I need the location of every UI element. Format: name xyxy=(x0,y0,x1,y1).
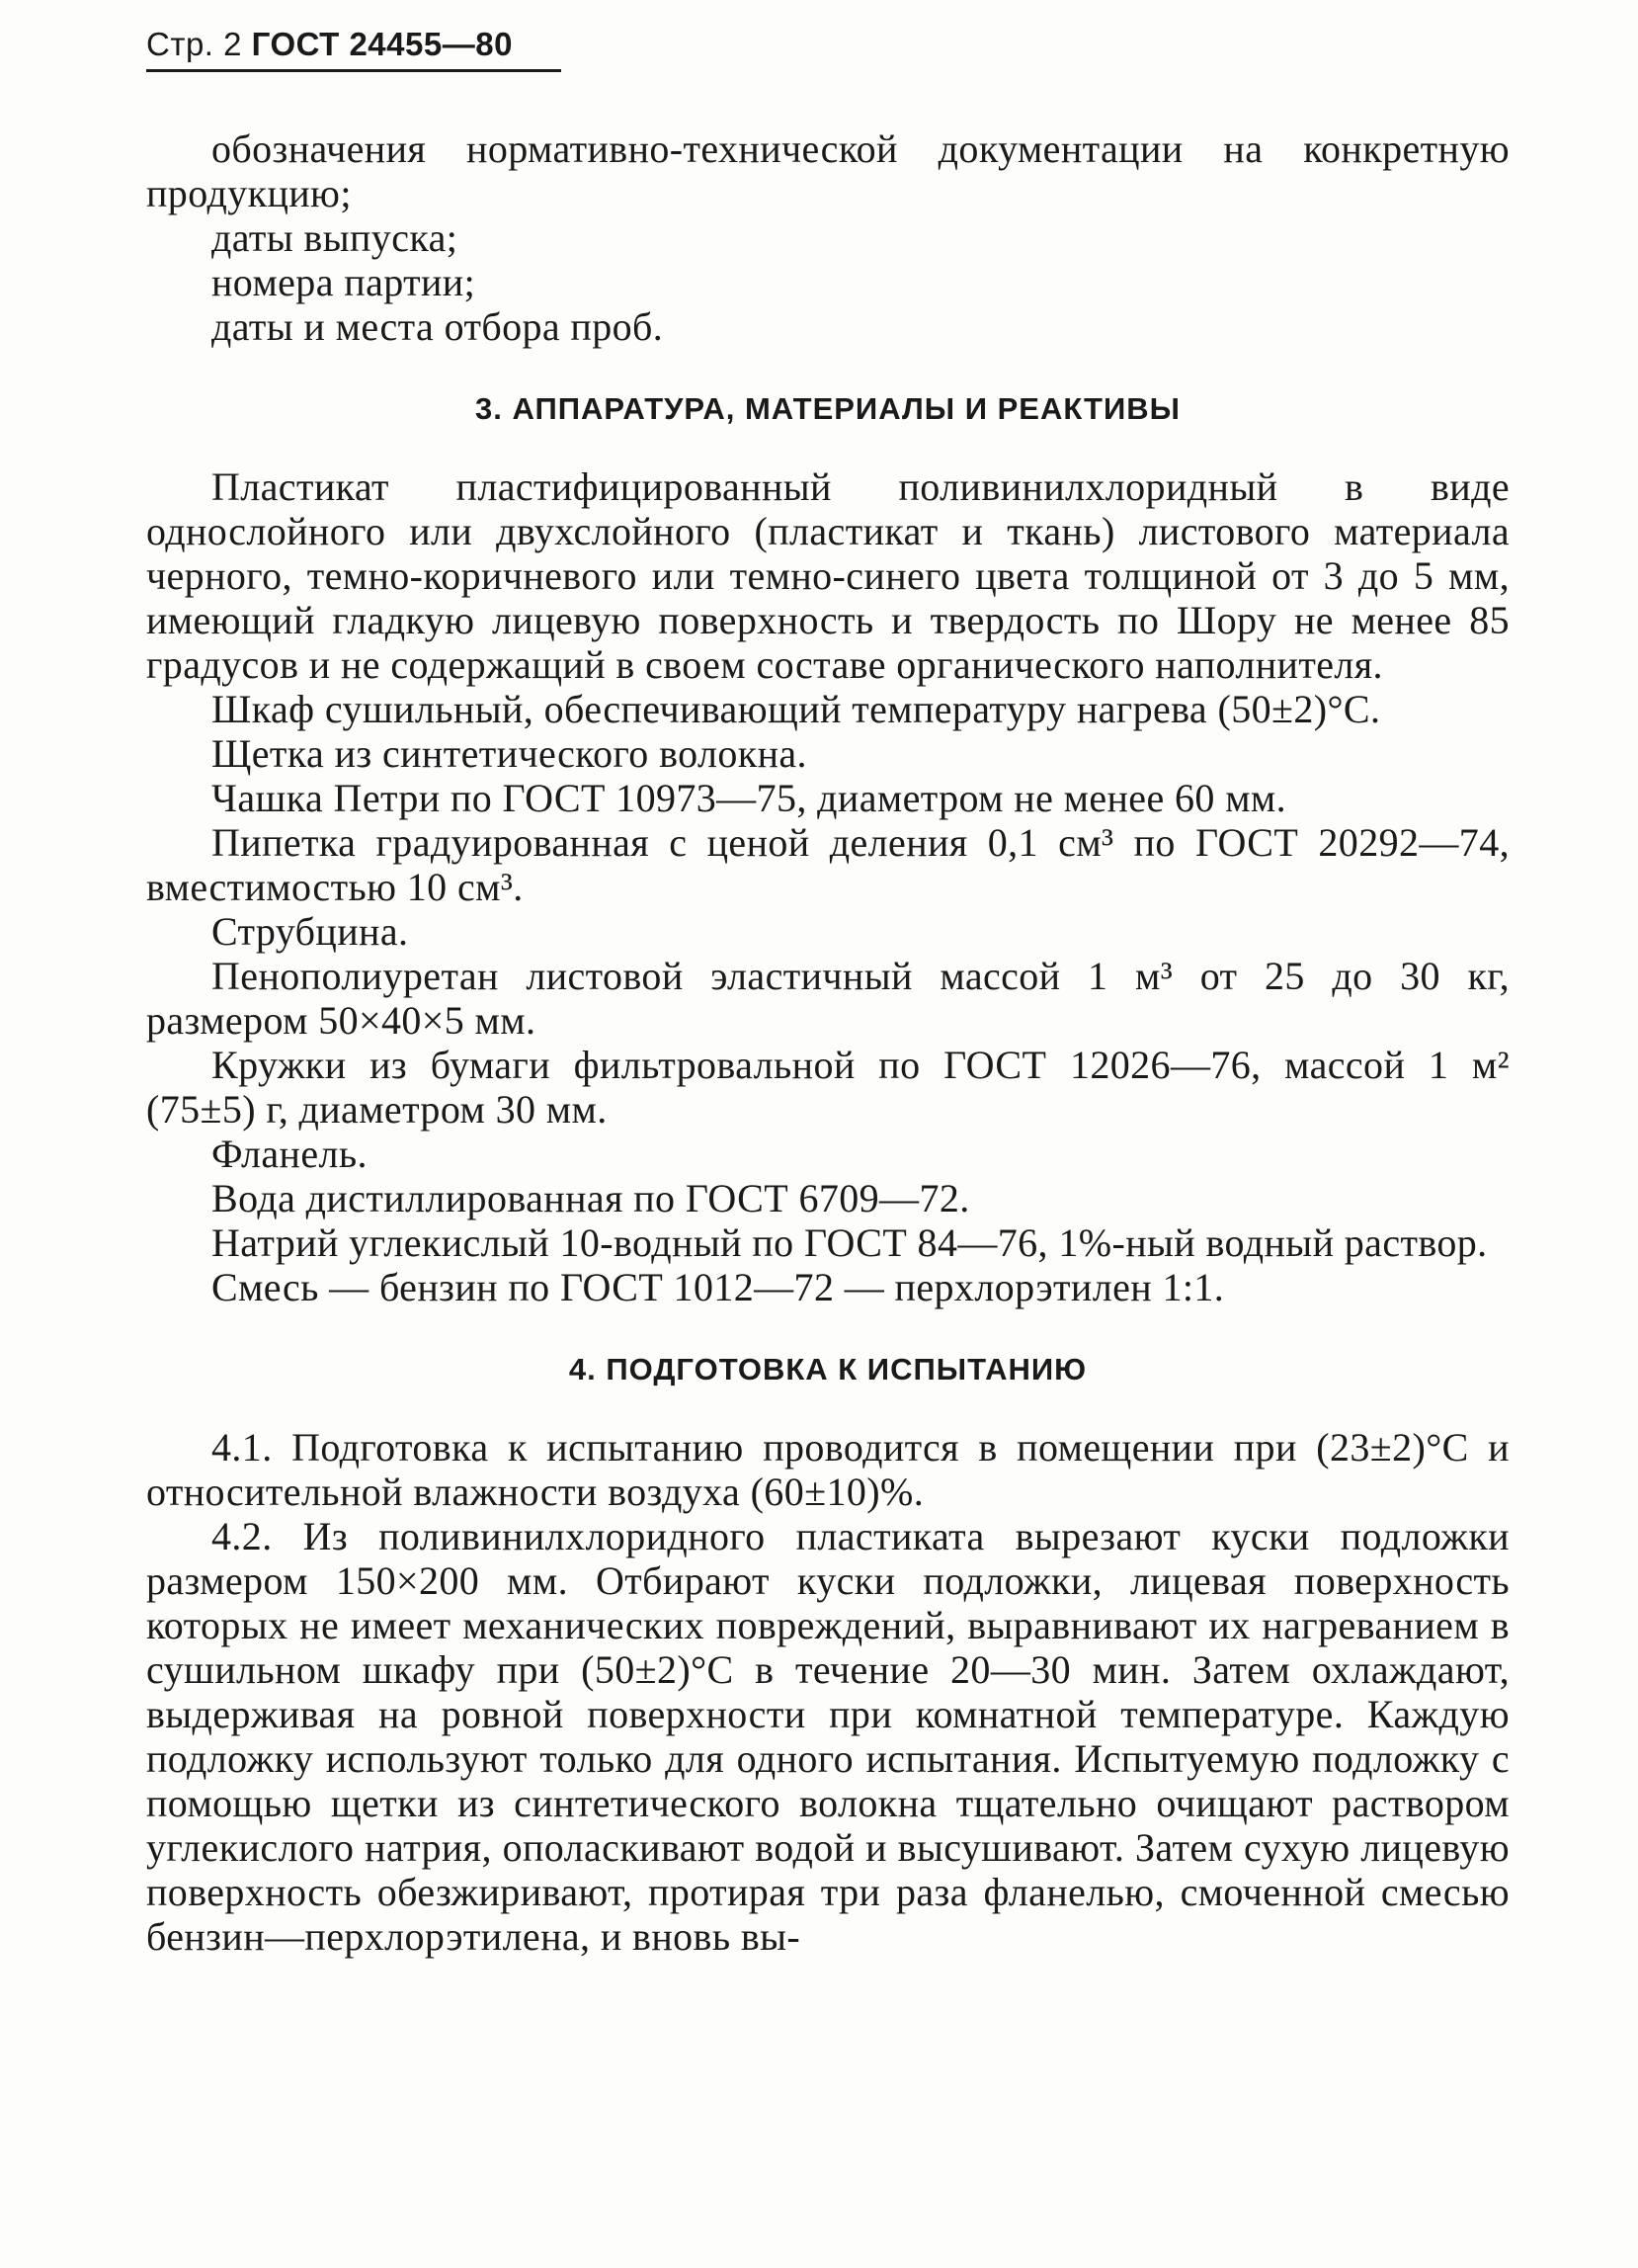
page-header xyxy=(146,26,561,72)
equipment-item: Вода дистиллированная по ГОСТ 6709—72. xyxy=(211,1176,970,1220)
paragraph-4-2: 4.2. Из поливинилхлоридного пластиката вырезают куски подложки размером 150×200 мм. Отбирают куски подложки, лицевая поверхность которых не имеет механических повреждений, выравнивают их нагреванием в сушильном шкафу при (50±2)°С в течение 20—30 мин. Затем охлаждают, выдерживая на ровной поверхности при комнатной температуре. Каждую подложку используют только для одного испытания. Испытуемую подложку с помощью щетки из синтетического волокна тщательно очищают раствором углекислого натрия, ополаскивают водой и высушивают. Затем сухую лицевую поверхность обезжиривают, протирая три раза фланелью, смоченной смесью бензин—перхлорэтилена, и вновь вы- xyxy=(146,1514,1510,1959)
section-3-heading: 3. АППАРАТУРА, МАТЕРИАЛЫ И РЕАКТИВЫ xyxy=(475,391,1181,426)
standard-number: ГОСТ 24455—80 xyxy=(251,26,513,62)
paragraph-4-1: 4.1. Подготовка к испытанию проводится в помещении при (23±2)°С и относительной влажности воздуха (60±10)%. xyxy=(146,1425,1510,1514)
section-4-heading: 4. ПОДГОТОВКА К ИСПЫТАНИЮ xyxy=(568,1352,1088,1386)
intro-line: даты и места отбора проб. xyxy=(211,304,664,349)
intro-line: номера партии; xyxy=(211,260,476,304)
equipment-item: Натрий углекислый 10-водный по ГОСТ 84—76, 1%-ный водный раствор. xyxy=(211,1220,1488,1265)
equipment-item: Кружки из бумаги фильтровальной по ГОСТ 12026—76, массой 1 м² (75±5) г, диаметром 30 мм. xyxy=(146,1043,1510,1132)
equipment-item: Струбцина. xyxy=(211,909,409,954)
equipment-item: Чашка Петри по ГОСТ 10973—75, диаметром не менее 60 мм. xyxy=(211,776,1287,820)
equipment-item: Пипетка градуированная с ценой деления 0,1 см³ по ГОСТ 20292—74, вместимостью 10 см³. xyxy=(146,820,1510,909)
intro-line: обозначения нормативно-технической документации на конкретную продукцию; xyxy=(146,126,1510,215)
equipment-item: Пластикат пластифицированный поливинилхлоридный в виде однослойного или двухслойного (пластикат и ткань) листового материала черного, темно-коричневого или темно-синего цвета толщиной от 3 до 5 мм, имеющий гладкую лицевую поверхность и твердость по Шору не менее 85 градусов и не содержащий в своем составе органического наполнителя. xyxy=(146,464,1510,687)
equipment-item: Пенополиуретан листовой эластичный массой 1 м³ от 25 до 30 кг, размером 50×40×5 мм. xyxy=(146,954,1510,1043)
document-body xyxy=(146,126,1510,1959)
page-label: Стр. 2 xyxy=(146,26,242,62)
intro-line: даты выпуска; xyxy=(211,215,458,260)
equipment-item: Смесь — бензин по ГОСТ 1012—72 — перхлорэтилен 1:1. xyxy=(211,1265,1225,1309)
equipment-item: Шкаф сушильный, обеспечивающий температуру нагрева (50±2)°С. xyxy=(211,687,1381,731)
equipment-item: Щетка из синтетического волокна. xyxy=(211,731,807,776)
equipment-item: Фланель. xyxy=(211,1132,368,1176)
